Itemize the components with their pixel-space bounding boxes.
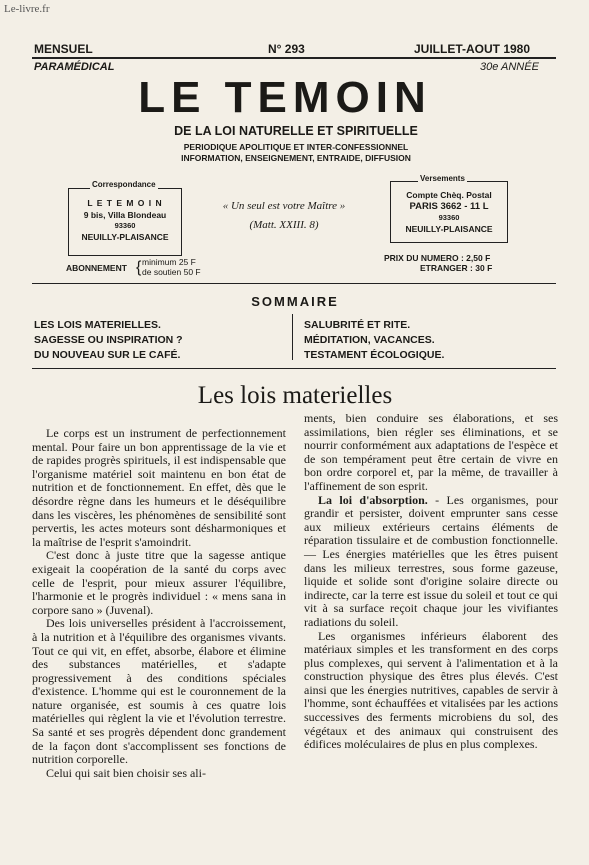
article-title: Les lois materielles bbox=[197, 382, 393, 409]
issue-number: N° 293 bbox=[268, 42, 305, 56]
masthead-title: LE TEMOIN bbox=[138, 73, 432, 122]
tagline-2: INFORMATION, ENSEIGNEMENT, ENTRAIDE, DIFFUSION bbox=[181, 153, 411, 163]
sommaire-item: TESTAMENT ÉCOLOGIQUE. bbox=[304, 349, 445, 361]
absorption-text: - Les organismes, pour grandir et persister, doivent emprunter sans cesse aux milieux extérieurs certains éléments de réparation tissulaire et de combustion fonctionnelle. — Les énergies matérielles que les êtres puisent dans les milieux terrestres, sous forme gazeuse, liquide et solide sont d'origine solaire directe ou indirecte, car la terre est issue du soleil et tout ce qui vit à sa surface reçoit chaque jour les vivifiantes radiations du soleil. bbox=[304, 492, 558, 629]
sommaire-title: SOMMAIRE bbox=[251, 294, 339, 309]
sommaire-rule bbox=[32, 283, 556, 284]
sommaire-item: SALUBRITÉ ET RITE. bbox=[304, 319, 411, 331]
quote-text: « Un seul est votre Maître » bbox=[222, 200, 346, 212]
abonnement-label: ABONNEMENT bbox=[66, 263, 127, 273]
issue-date: JUILLET-AOUT 1980 bbox=[414, 42, 531, 56]
article-paragraph: Des lois universelles président à l'accroissement, à la nutrition et à l'équilibre des organismes vivants. Tout ce qui vit, en effet, absorbe, élabore et élimine des substances matérielles, et s'adapte progressivement à des conditions spéciales d'existence. L'homme qui est le couronnement de la nature organisée, est soumis à ces quatre lois matérielles qui règlent la vie et l'évolution terrestre. Sa santé et ses progrès dépendent donc grandement de la façon dont s'accomplissent ses fonctions de nutrition corporelle. bbox=[32, 616, 286, 767]
article-paragraph: Celui qui sait bien choisir ses ali- bbox=[46, 765, 206, 780]
sommaire-bottom-rule bbox=[32, 368, 556, 369]
versements-line4: NEUILLY-PLAISANCE bbox=[405, 224, 493, 234]
abonnement-brace: { bbox=[136, 259, 142, 276]
versements-line3: 93360 bbox=[438, 213, 460, 222]
mensuel-label: MENSUEL bbox=[34, 42, 93, 56]
header-rule bbox=[32, 57, 556, 59]
correspondance-line4: NEUILLY-PLAISANCE bbox=[81, 232, 169, 242]
sommaire-item: MÉDITATION, VACANCES. bbox=[304, 334, 435, 346]
article-right-column bbox=[304, 412, 558, 752]
article-paragraph: C'est donc à juste titre que la sagesse antique exigeait la coopération de la santé du corps avec celle de l'esprit, pour mieux assurer l'équilibre, l'harmonie et le progrès individuel : « mens sana in corpore sano » (Juvenal). bbox=[32, 548, 286, 617]
versements-line2: PARIS 3662 - 11 L bbox=[409, 201, 489, 212]
abonnement-soutien: de soutien 50 F bbox=[142, 267, 201, 277]
annee-label: 30e ANNÉE bbox=[480, 61, 539, 73]
prix-etranger: ETRANGER : 30 F bbox=[420, 263, 493, 273]
correspondance-line1: L E T E M O I N bbox=[87, 198, 163, 208]
article-left-column bbox=[32, 427, 286, 780]
tagline-1: PERIODIQUE APOLITIQUE ET INTER-CONFESSIONNEL bbox=[183, 142, 409, 152]
absorption-paragraph bbox=[304, 494, 558, 630]
sommaire-right-list bbox=[304, 318, 554, 363]
versements-box bbox=[390, 181, 508, 243]
sommaire-divider bbox=[292, 314, 293, 360]
paramedical-label: PARAMÉDICAL bbox=[34, 61, 115, 73]
sommaire-left-list bbox=[34, 318, 284, 363]
watermark: Le-livre.fr bbox=[4, 3, 50, 15]
versements-line1: Compte Chèq. Postal bbox=[406, 190, 492, 200]
correspondance-line2: 9 bis, Villa Blondeau bbox=[83, 210, 167, 220]
sommaire-item: LES LOIS MATERIELLES. bbox=[34, 319, 161, 331]
article-paragraph: Les organismes inférieurs élaborent des matériaux simples et les transforment en des corps plus complexes, qui servent à l'alimentation et à la construction physique des êtres plus élevés. C'est ainsi que les énergies nutritives, capables de servir à l'homme, sont échauffées et vitalisées par les actions successives des ferments microbiens du sol, des végétaux et des animaux qui construisent des édifices moléculaires de plus en plus complexes. bbox=[304, 628, 558, 752]
prix-numero: PRIX DU NUMERO : 2,50 F bbox=[384, 253, 491, 263]
correspondance-label: Correspondance bbox=[92, 180, 156, 189]
quote-reference: (Matt. XXIII. 8) bbox=[249, 219, 319, 231]
article-paragraph: Le corps est un instrument de perfectionnement mental. Pour faire un bon apprentissage de la vie et de rapides progrès spirituels, il est indispensable que l'organisme matériel soit maintenu en bon état de nutrition et de fonctionnement. En effet, dès que le désordre règne dans les humeurs et le déséquilibre dans les viscères, les phénomènes de sensibilité sont pervertis, les actes moteurs sont désharmoniques et la maîtrise de l'esprit s'amoindrit. bbox=[32, 426, 286, 549]
sommaire-item: SAGESSE OU INSPIRATION ? bbox=[34, 334, 183, 346]
versements-label: Versements bbox=[420, 174, 465, 183]
masthead-subtitle: DE LA LOI NATURELLE ET SPIRITUELLE bbox=[174, 124, 418, 138]
abonnement-min: minimum 25 F bbox=[142, 257, 196, 267]
correspondance-line3: 93360 bbox=[114, 221, 136, 230]
article-paragraph: ments, bien conduire ses élaborations, et ses assimilations, bien régler ses éliminations, et se nourrir conformément aux adaptations de l'espèce et de son tempérament peut être certain de vivre en bon ordre corporel et, par la même, de travailler à l'affinement de son esprit. bbox=[304, 411, 558, 493]
section-heading-absorption: La loi d'absorption. bbox=[318, 492, 428, 507]
sommaire-item: DU NOUVEAU SUR LE CAFÉ. bbox=[34, 349, 181, 361]
correspondance-box bbox=[68, 188, 182, 256]
